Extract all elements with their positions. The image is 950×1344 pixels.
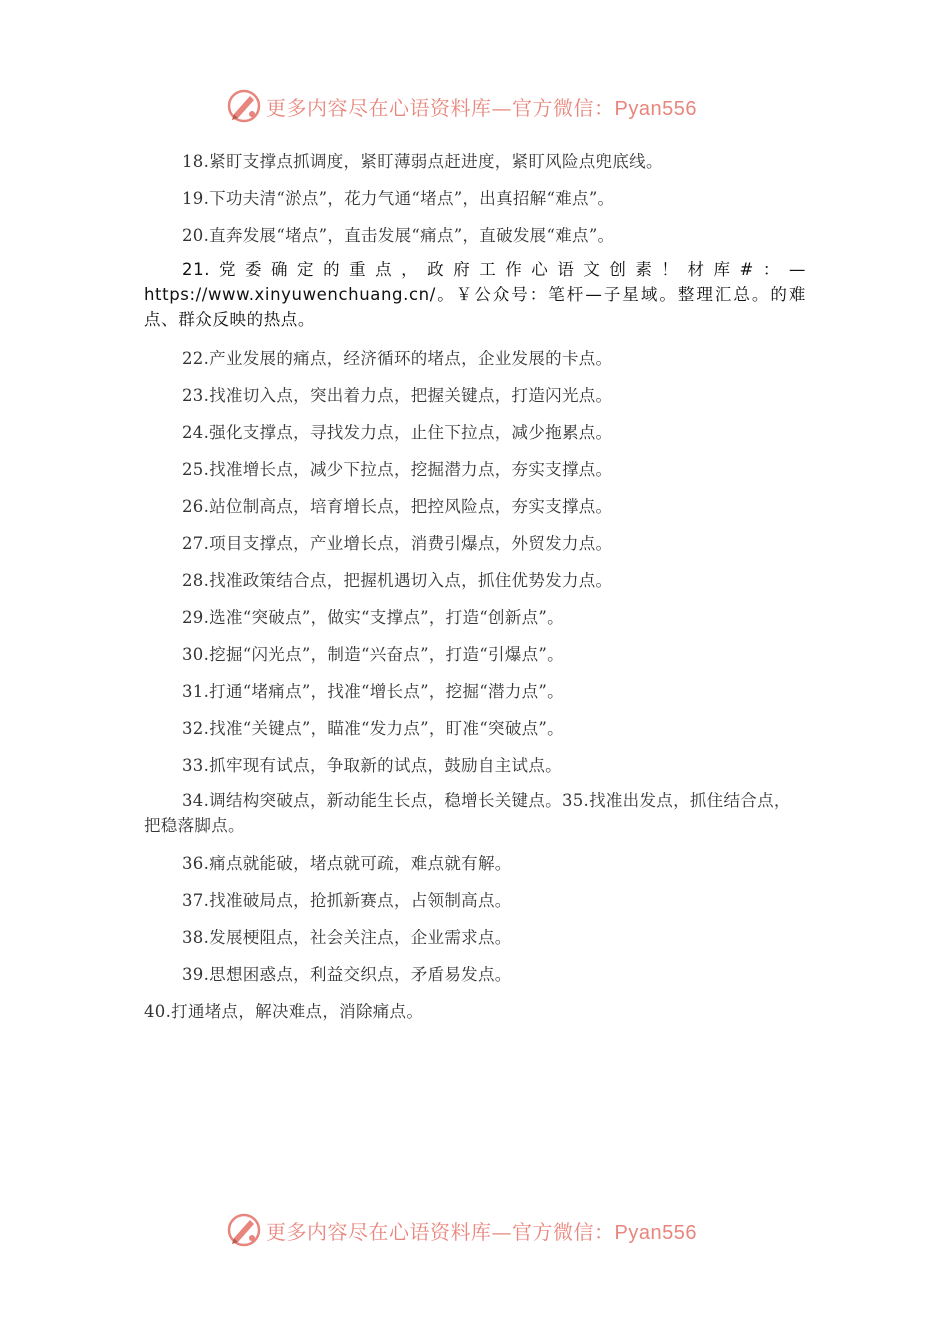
- header-banner: [0, 86, 950, 126]
- list-item-23: 23.找准切入点，突出着力点，把握关键点，打造闪光点。: [182, 386, 613, 405]
- list-item-20: 20.直奔发展“堵点”，直击发展“痛点”，直破发展“难点”。: [182, 226, 615, 245]
- list-item-19: 19.下功夫清“淤点”，花力气通“堵点”，出真招解“难点”。: [182, 189, 615, 208]
- list-item-33: 33.抓牢现有试点，争取新的试点，鼓励自主试点。: [182, 756, 562, 775]
- list-item-25: 25.找准增长点，减少下拉点，挖掘潜力点，夯实支撑点。: [182, 460, 613, 479]
- header-banner-wechat-id: Pyan556: [614, 98, 697, 120]
- footer-banner: [0, 1210, 950, 1250]
- header-banner-dash: —: [491, 96, 512, 120]
- list-item-39: 39.思想困惑点，利益交织点，矛盾易发点。: [182, 965, 512, 984]
- footer-banner-wechat-id: Pyan556: [614, 1222, 697, 1244]
- list-item-22: 22.产业发展的痛点，经济循环的堵点，企业发展的卡点。: [182, 349, 613, 368]
- list-item-36: 36.痛点就能破，堵点就可疏，难点就有解。: [182, 854, 512, 873]
- footer-banner-dash: —: [491, 1220, 512, 1244]
- header-banner-main: 更多内容尽在心语资料库: [266, 96, 492, 120]
- footer-banner-main: 更多内容尽在心语资料库: [266, 1220, 492, 1244]
- list-item-34-35: 34.调结构突破点，新动能生长点，稳增长关键点。35.找准出发点，抓住结合点，把稳落脚点。: [144, 791, 791, 835]
- list-item-24: 24.强化支撑点，寻找发力点，止住下拉点，减少拖累点。: [182, 423, 613, 442]
- footer-banner-text: [266, 1216, 697, 1245]
- list-item-38: 38.发展梗阻点，社会关注点，企业需求点。: [182, 928, 512, 947]
- header-banner-text: [266, 92, 697, 121]
- list-item-29: 29.选准“突破点”，做实“支撑点”，打造“创新点”。: [182, 608, 564, 627]
- list-item-30: 30.挖掘“闪光点”，制造“兴奋点”，打造“引爆点”。: [182, 645, 564, 664]
- list-item-32: 32.找准“关键点”，瞄准“发力点”，盯准“突破点”。: [182, 719, 564, 738]
- footer-banner-wechat-label: 官方微信：: [512, 1220, 615, 1244]
- list-item-21: 21.党委确定的重点，政府工作心语文创素！材库#：—https://www.xinyuwenchuang.cn/。￥公众号：笔杆—子星域。整理汇总。的难点、群众反映的热点。: [144, 260, 806, 329]
- list-item-37: 37.找准破局点，抢抓新赛点，占领制高点。: [182, 891, 512, 910]
- list-item-28: 28.找准政策结合点，把握机遇切入点，抓住优势发力点。: [182, 571, 613, 590]
- list-item-27: 27.项目支撑点，产业增长点，消费引爆点，外贸发力点。: [182, 534, 613, 553]
- pen-logo-icon: [226, 1212, 262, 1248]
- header-banner-wechat-label: 官方微信：: [512, 96, 615, 120]
- list-item-31: 31.打通“堵痛点”，找准“增长点”，挖掘“潜力点”。: [182, 682, 564, 701]
- list-item-18: 18.紧盯支撑点抓调度，紧盯薄弱点赶进度，紧盯风险点兜底线。: [182, 152, 663, 171]
- pen-logo-icon: [226, 88, 262, 124]
- list-item-40: 40.打通堵点，解决难点，消除痛点。: [144, 1002, 424, 1021]
- list-item-26: 26.站位制高点，培育增长点，把控风险点，夯实支撑点。: [182, 497, 613, 516]
